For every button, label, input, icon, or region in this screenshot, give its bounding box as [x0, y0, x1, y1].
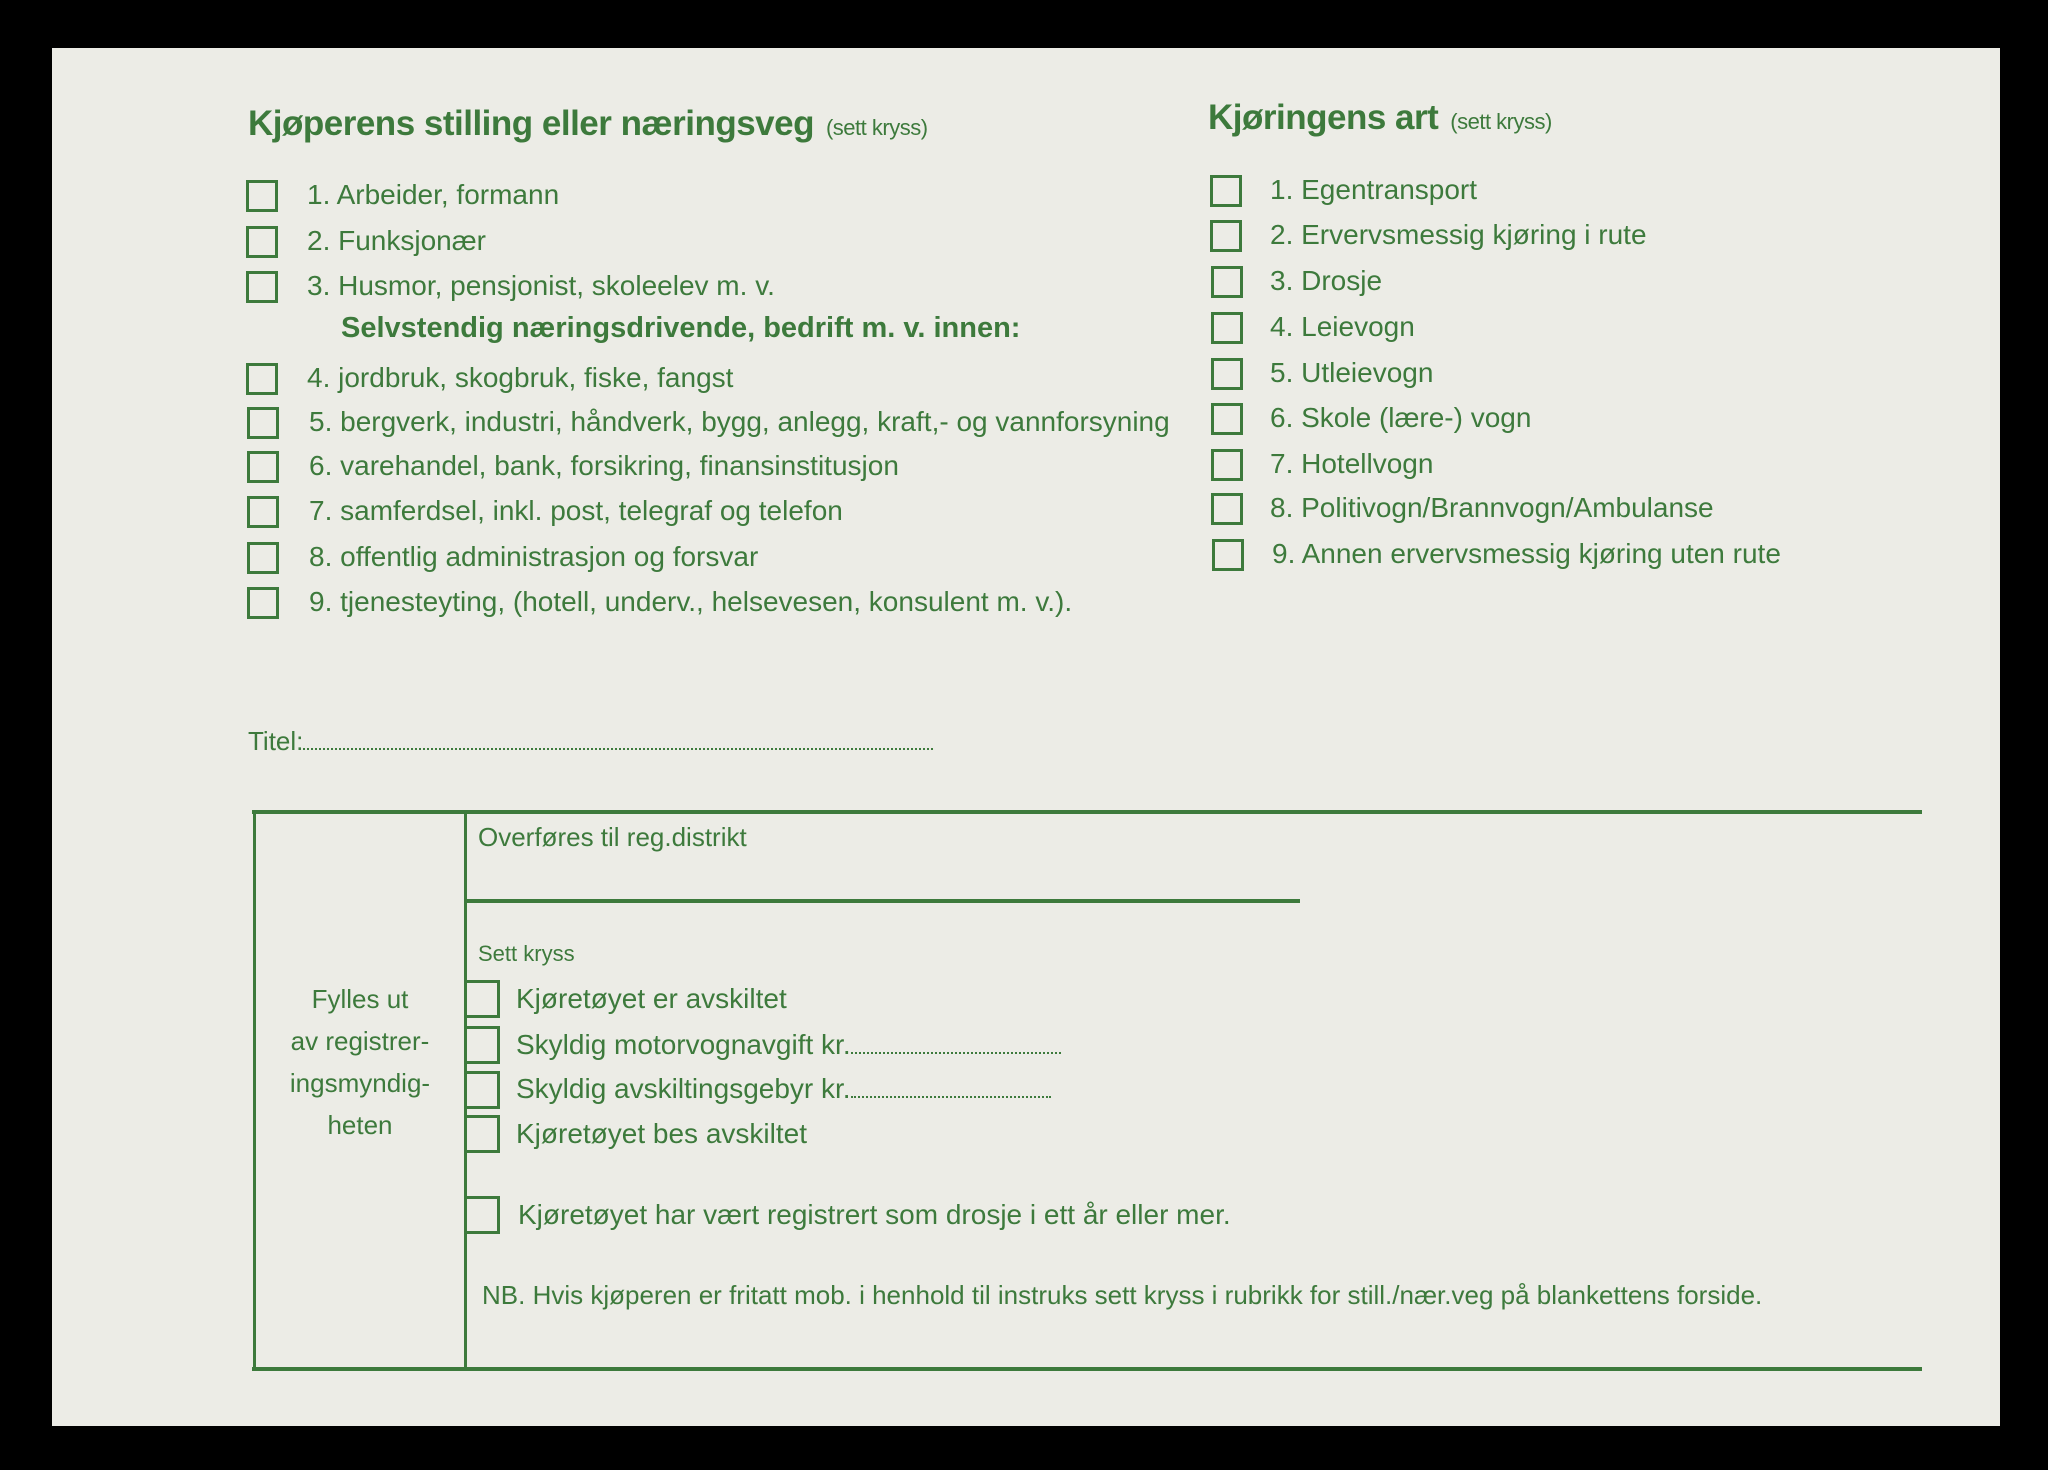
occupation-label-7: 7. samferdsel, inkl. post, telegraf og telefon: [309, 495, 843, 526]
checkbox-driving-3[interactable]: [1211, 266, 1243, 298]
checkbox-driving-6[interactable]: [1211, 403, 1243, 435]
deregistration-fee-field: [516, 1073, 1051, 1105]
checkbox-occupation-7[interactable]: [247, 496, 279, 528]
driving-label-8: 8. Politivogn/Brannvogn/Ambulanse: [1270, 492, 1714, 523]
driving-label-9: 9. Annen ervervsmessig kjøring uten rute: [1272, 538, 1781, 569]
checkbox-occupation-6[interactable]: [247, 451, 279, 483]
deregistration-fee-dotted-line[interactable]: [851, 1078, 1051, 1098]
occupation-label-8: 8. offentlig administrasjon og forsvar: [309, 541, 759, 572]
checkbox-taxi-registered[interactable]: [466, 1196, 500, 1234]
box-bottom-line: [252, 1367, 1922, 1371]
checkbox-driving-7[interactable]: [1211, 449, 1243, 481]
heading-hint: (sett kryss): [825, 115, 928, 140]
side-label-line: heten: [327, 1110, 393, 1140]
checkbox-occupation-9[interactable]: [247, 587, 279, 619]
vehicle-tax-field: [516, 1029, 1061, 1061]
driving-label-4: 4. Leievogn: [1270, 311, 1415, 342]
checkbox-driving-1[interactable]: [1210, 175, 1242, 207]
side-label-line: av registrer-: [290, 1026, 430, 1056]
checkbox-occupation-2[interactable]: [246, 226, 278, 258]
heading-text: Kjøperens stilling eller næringsveg: [248, 104, 814, 143]
checkbox-occupation-3[interactable]: [246, 271, 278, 303]
checkbox-deregistered[interactable]: [466, 980, 500, 1018]
vehicle-tax-label: Skyldig motorvognavgift kr.: [516, 1029, 851, 1060]
heading-hint: (sett kryss): [1450, 109, 1552, 134]
heading-text: Kjøringens art: [1208, 98, 1439, 137]
checkbox-occupation-1[interactable]: [246, 180, 278, 212]
registry-authority-label: [256, 978, 464, 1146]
side-label-line: Fylles ut: [311, 984, 409, 1014]
occupation-label-2: 2. Funksjonær: [307, 225, 486, 256]
deregistered-label: Kjøretøyet er avskiltet: [516, 983, 787, 1014]
sett-kryss-label: Sett kryss: [478, 941, 575, 966]
driving-label-7: 7. Hotellvogn: [1270, 448, 1434, 479]
driving-label-6: 6. Skole (lære-) vogn: [1270, 402, 1532, 433]
buyer-occupation-heading: [248, 104, 928, 144]
request-deregistration-label: Kjøretøyet bes avskiltet: [516, 1118, 807, 1149]
vehicle-tax-dotted-line[interactable]: [851, 1034, 1061, 1054]
taxi-registered-label: Kjøretøyet har vært registrert som drosje i ett år eller mer.: [518, 1199, 1231, 1230]
occupation-label-3: 3. Husmor, pensjonist, skoleelev m. v.: [307, 270, 775, 301]
title-dotted-line[interactable]: [303, 728, 933, 750]
deregistration-fee-label: Skyldig avskiltingsgebyr kr.: [516, 1073, 851, 1104]
title-label: Titel:: [248, 726, 304, 756]
occupation-label-6: 6. varehandel, bank, forsikring, finansinstitusjon: [309, 450, 899, 481]
driving-label-3: 3. Drosje: [1270, 265, 1383, 296]
side-label-line: ingsmyndig-: [289, 1068, 431, 1098]
occupation-label-1: 1. Arbeider, formann: [307, 179, 560, 210]
checkbox-occupation-8[interactable]: [247, 542, 279, 574]
checkbox-driving-2[interactable]: [1210, 220, 1242, 252]
driving-type-heading: [1208, 98, 1552, 138]
driving-label-5: 5. Utleievogn: [1270, 357, 1434, 388]
occupation-label-5: 5. bergverk, industri, håndverk, bygg, anlegg, kraft,- og vannforsyning: [309, 406, 1170, 437]
checkbox-vehicle-tax[interactable]: [466, 1026, 500, 1064]
driving-label-2: 2. Ervervsmessig kjøring i rute: [1270, 219, 1647, 250]
driving-label-1: 1. Egentransport: [1270, 174, 1478, 205]
checkbox-driving-4[interactable]: [1211, 312, 1243, 344]
title-field[interactable]: [248, 726, 933, 757]
transfer-district-label: Overføres til reg.distrikt: [478, 822, 747, 852]
checkbox-occupation-5[interactable]: [247, 407, 279, 439]
self-employed-subheading: Selvstendig næringsdrivende, bedrift m. v. innen:: [341, 312, 1021, 344]
checkbox-driving-8[interactable]: [1211, 493, 1243, 525]
checkbox-request-deregistration[interactable]: [466, 1115, 500, 1153]
occupation-label-4: 4. jordbruk, skogbruk, fiske, fangst: [307, 362, 734, 393]
checkbox-driving-9[interactable]: [1212, 539, 1244, 571]
checkbox-deregistration-fee[interactable]: [466, 1071, 500, 1109]
checkbox-driving-5[interactable]: [1211, 358, 1243, 390]
nb-note: NB. Hvis kjøperen er fritatt mob. i henhold til instruks sett kryss i rubrikk for still./nær.veg på blankettens forside.: [482, 1280, 1763, 1310]
occupation-label-9: 9. tjenesteyting, (hotell, underv., helsevesen, konsulent m. v.).: [309, 586, 1073, 617]
transfer-underline: [466, 899, 1300, 903]
box-top-line: [252, 810, 1922, 814]
checkbox-occupation-4[interactable]: [246, 363, 278, 395]
